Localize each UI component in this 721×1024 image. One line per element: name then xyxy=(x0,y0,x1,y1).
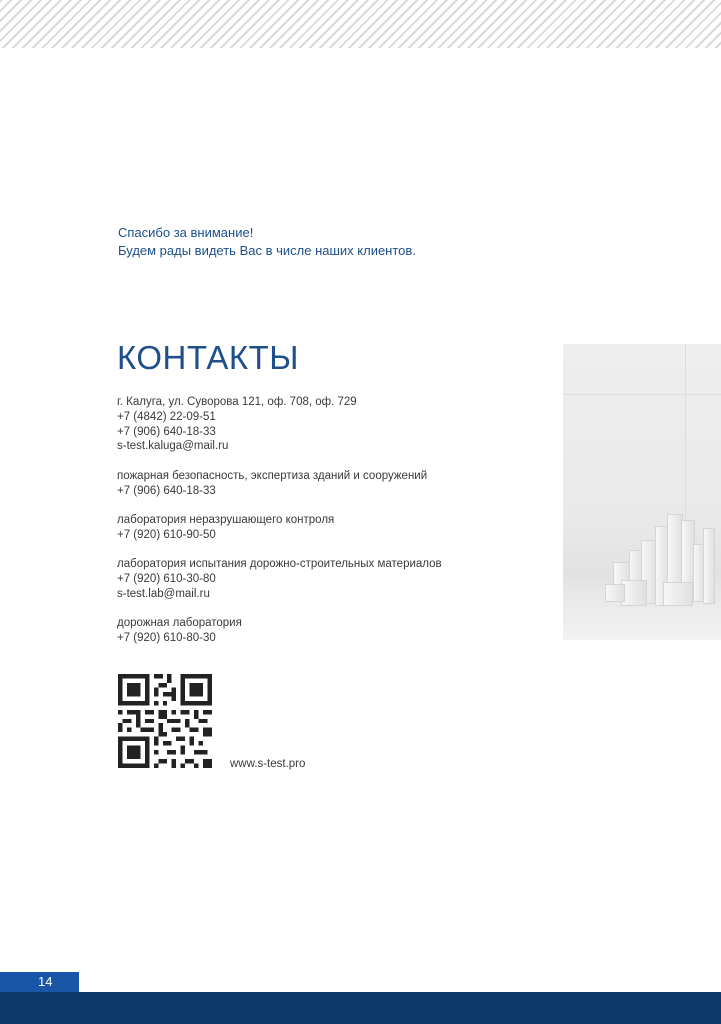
contact-block-materials-lab xyxy=(117,557,547,601)
email-link[interactable]: s-test.kaluga@mail.ru xyxy=(117,440,229,453)
model-building xyxy=(663,582,693,606)
thanks-line-1: Спасибо за внимание! xyxy=(118,225,254,240)
email-link[interactable]: s-test.lab@mail.ru xyxy=(117,587,210,600)
contacts-title: КОНТАКТЫ xyxy=(117,339,300,376)
qr-code xyxy=(118,674,212,768)
phone[interactable]: +7 (920) 610-30-80 xyxy=(117,572,216,585)
page-number: 14 xyxy=(0,972,79,992)
contact-block-ndt-lab xyxy=(117,513,547,543)
contact-block-fire-safety xyxy=(117,469,547,499)
department-label: дорожная лаборатория xyxy=(117,617,242,630)
model-building xyxy=(703,528,715,604)
contacts-list xyxy=(117,395,547,660)
phone[interactable]: +7 (4842) 22-09-51 xyxy=(117,410,216,423)
footer-band xyxy=(0,992,721,1024)
phone[interactable]: +7 (906) 640-18-33 xyxy=(117,425,216,438)
contact-block-main xyxy=(117,395,547,454)
department-label: лаборатория испытания дорожно-строительных материалов xyxy=(117,558,442,571)
top-stripe-band xyxy=(0,0,721,48)
wall-seam xyxy=(563,394,721,395)
phone[interactable]: +7 (906) 640-18-33 xyxy=(117,484,216,497)
city-model-photo xyxy=(563,344,721,640)
thanks-line-2: Будем рады видеть Вас в числе наших клиентов. xyxy=(118,243,416,258)
website-link[interactable]: www.s-test.pro xyxy=(230,758,306,770)
phone[interactable]: +7 (920) 610-80-30 xyxy=(117,631,216,644)
model-building xyxy=(605,584,625,602)
contact-block-road-lab xyxy=(117,616,547,646)
address: г. Калуга, ул. Суворова 121, оф. 708, оф. 729 xyxy=(117,396,357,408)
department-label: лаборатория неразрушающего контроля xyxy=(117,513,335,526)
thanks-message xyxy=(118,224,558,260)
department-label: пожарная безопасность, экспертиза зданий и сооружений xyxy=(117,469,428,482)
phone[interactable]: +7 (920) 610-90-50 xyxy=(117,528,216,541)
